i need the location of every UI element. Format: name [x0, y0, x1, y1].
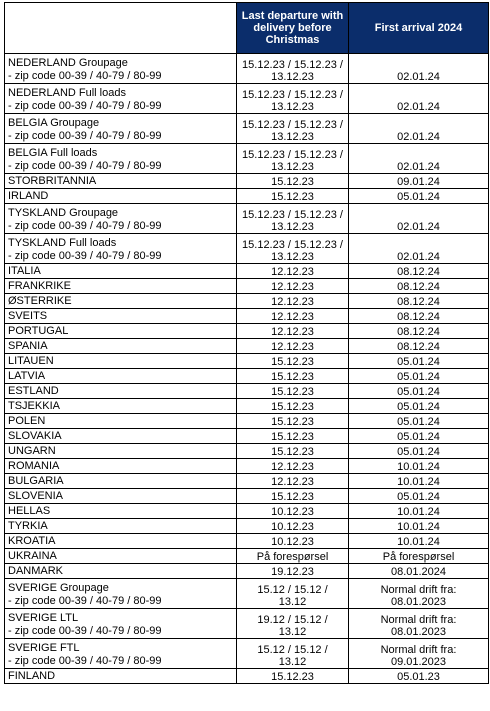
- zip-code-note: - zip code 00-39 / 40-79 / 80-99: [8, 655, 162, 667]
- arrival-cell: [349, 609, 489, 639]
- arrival-cell: [349, 429, 489, 444]
- departure-cell: [237, 264, 349, 279]
- country-cell: [5, 354, 237, 369]
- arrival-date: 10.01.24: [397, 521, 440, 533]
- departure-cell: [237, 639, 349, 669]
- arrival-date: 05.01.24: [397, 416, 440, 428]
- arrival-date: 05.01.24: [397, 446, 440, 458]
- arrival-date: 10.01.24: [397, 506, 440, 518]
- departure-date: 15.12.23: [271, 356, 314, 368]
- departure-cell: [237, 54, 349, 84]
- table-row: [5, 444, 489, 459]
- country-cell: [5, 384, 237, 399]
- departure-cell: [237, 414, 349, 429]
- country-name: FINLAND: [8, 670, 56, 682]
- table-row: [5, 504, 489, 519]
- table-row: [5, 489, 489, 504]
- country-cell: [5, 669, 237, 684]
- departure-date: 12.12.23: [271, 266, 314, 278]
- country-name: SLOVAKIA: [8, 430, 62, 442]
- table-row: [5, 564, 489, 579]
- departure-cell: [237, 174, 349, 189]
- arrival-cell: [349, 639, 489, 669]
- country-cell: [5, 414, 237, 429]
- arrival-date: 08.12.24: [397, 341, 440, 353]
- departure-date: 15.12.23: [271, 491, 314, 503]
- arrival-date: 08.12.24: [397, 326, 440, 338]
- departure-cell: [237, 504, 349, 519]
- country-name: STORBRITANNIA: [8, 175, 97, 187]
- arrival-cell: [349, 474, 489, 489]
- country-cell: [5, 459, 237, 474]
- departure-cell: [237, 489, 349, 504]
- zip-code-note: - zip code 00-39 / 40-79 / 80-99: [8, 100, 162, 112]
- arrival-date: 05.01.24: [397, 386, 440, 398]
- table-row: [5, 429, 489, 444]
- departure-date: 10.12.23: [271, 506, 314, 518]
- departure-date: 15.12.23: [271, 191, 314, 203]
- arrival-cell: [349, 354, 489, 369]
- zip-code-note: - zip code 00-39 / 40-79 / 80-99: [8, 160, 162, 172]
- country-cell: [5, 504, 237, 519]
- arrival-date: 02.01.24: [397, 131, 440, 143]
- departure-cell: [237, 234, 349, 264]
- country-cell: [5, 534, 237, 549]
- country-cell: [5, 114, 237, 144]
- arrival-cell: [349, 399, 489, 414]
- country-name: SVEITS: [8, 310, 48, 322]
- country-cell: [5, 429, 237, 444]
- table-row: [5, 579, 489, 609]
- country-name: HELLAS: [8, 505, 51, 517]
- arrival-cell: [349, 459, 489, 474]
- table-row: [5, 384, 489, 399]
- country-name: ROMANIA: [8, 460, 60, 472]
- arrival-date: 05.01.23: [397, 671, 440, 683]
- country-cell: [5, 609, 237, 639]
- country-cell: [5, 564, 237, 579]
- arrival-cell: [349, 294, 489, 309]
- arrival-date: 05.01.24: [397, 371, 440, 383]
- table-row: [5, 234, 489, 264]
- departure-date: 15.12.23: [271, 401, 314, 413]
- country-cell: [5, 639, 237, 669]
- departure-cell: [237, 429, 349, 444]
- departure-date: 15.12.23: [271, 416, 314, 428]
- arrival-cell: [349, 309, 489, 324]
- departure-cell: [237, 189, 349, 204]
- table-row: [5, 399, 489, 414]
- zip-code-note: - zip code 00-39 / 40-79 / 80-99: [8, 250, 162, 262]
- table-row: [5, 354, 489, 369]
- country-cell: [5, 474, 237, 489]
- arrival-cell: [349, 504, 489, 519]
- departure-cell: [237, 144, 349, 174]
- departure-cell: [237, 84, 349, 114]
- header-row: [5, 3, 489, 54]
- zip-code-note: - zip code 00-39 / 40-79 / 80-99: [8, 220, 162, 232]
- table-row: [5, 309, 489, 324]
- arrival-cell: [349, 234, 489, 264]
- country-name: BELGIA Groupage: [8, 117, 100, 129]
- departure-cell: [237, 669, 349, 684]
- departure-date: På forespørsel: [256, 551, 329, 563]
- country-name: TYRKIA: [8, 520, 48, 532]
- arrival-cell: [349, 669, 489, 684]
- country-cell: [5, 144, 237, 174]
- zip-code-note: - zip code 00-39 / 40-79 / 80-99: [8, 595, 162, 607]
- departure-cell: [237, 564, 349, 579]
- country-cell: [5, 189, 237, 204]
- departure-date: 19.12.23: [271, 566, 314, 578]
- delivery-schedule-table: [4, 2, 489, 684]
- arrival-cell: [349, 114, 489, 144]
- departure-cell: [237, 444, 349, 459]
- arrival-date: 05.01.24: [397, 356, 440, 368]
- table-row: [5, 174, 489, 189]
- country-cell: [5, 174, 237, 189]
- country-name: UNGARN: [8, 445, 56, 457]
- departure-cell: [237, 114, 349, 144]
- departure-date: 15.12.23: [271, 386, 314, 398]
- arrival-cell: [349, 534, 489, 549]
- arrival-date: 05.01.24: [397, 191, 440, 203]
- country-cell: [5, 204, 237, 234]
- table-row: [5, 639, 489, 669]
- country-cell: [5, 84, 237, 114]
- departure-cell: [237, 324, 349, 339]
- country-name: NEDERLAND Groupage: [8, 57, 128, 69]
- country-name: SVERIGE LTL: [8, 612, 79, 624]
- departure-date: 19.12 / 15.12 / 13.12: [257, 614, 328, 638]
- zip-code-note: - zip code 00-39 / 40-79 / 80-99: [8, 625, 162, 637]
- arrival-date: 10.01.24: [397, 476, 440, 488]
- arrival-date: 02.01.24: [397, 101, 440, 113]
- departure-date: 15.12.23 / 15.12.23 / 13.12.23: [242, 149, 343, 173]
- departure-date: 12.12.23: [271, 461, 314, 473]
- departure-date: 10.12.23: [271, 521, 314, 533]
- departure-date: 15.12.23 / 15.12.23 / 13.12.23: [242, 59, 343, 83]
- country-cell: [5, 294, 237, 309]
- arrival-date: Normal drift fra: 08.01.2023: [380, 584, 457, 608]
- country-name: SVERIGE FTL: [8, 642, 80, 654]
- country-cell: [5, 324, 237, 339]
- country-cell: [5, 519, 237, 534]
- arrival-date: 02.01.24: [397, 161, 440, 173]
- country-name: LATVIA: [8, 370, 46, 382]
- country-name: SLOVENIA: [8, 490, 64, 502]
- country-cell: [5, 489, 237, 504]
- country-name: BULGARIA: [8, 475, 64, 487]
- arrival-cell: [349, 444, 489, 459]
- country-cell: [5, 579, 237, 609]
- arrival-cell: [349, 279, 489, 294]
- country-cell: [5, 369, 237, 384]
- header-country: [5, 3, 237, 54]
- arrival-date: 08.01.2024: [390, 566, 447, 578]
- country-name: DANMARK: [8, 565, 64, 577]
- departure-date: 10.12.23: [271, 536, 314, 548]
- table-row: [5, 549, 489, 564]
- table-row: [5, 114, 489, 144]
- arrival-cell: [349, 549, 489, 564]
- table-row: [5, 189, 489, 204]
- arrival-cell: [349, 54, 489, 84]
- country-name: PORTUGAL: [8, 325, 69, 337]
- country-cell: [5, 54, 237, 84]
- table-row: [5, 204, 489, 234]
- country-cell: [5, 264, 237, 279]
- arrival-date: 10.01.24: [397, 461, 440, 473]
- table-row: [5, 459, 489, 474]
- country-name: UKRAINA: [8, 550, 57, 562]
- arrival-cell: [349, 189, 489, 204]
- departure-cell: [237, 204, 349, 234]
- departure-cell: [237, 534, 349, 549]
- arrival-date: 02.01.24: [397, 71, 440, 83]
- country-name: ESTLAND: [8, 385, 59, 397]
- departure-date: 12.12.23: [271, 341, 314, 353]
- departure-date: 15.12.23 / 15.12.23 / 13.12.23: [242, 209, 343, 233]
- table-row: [5, 669, 489, 684]
- country-name: TYSKLAND Full loads: [8, 237, 117, 249]
- country-name: ITALIA: [8, 265, 41, 277]
- departure-cell: [237, 609, 349, 639]
- departure-cell: [237, 354, 349, 369]
- arrival-cell: [349, 324, 489, 339]
- arrival-date: 09.01.24: [397, 176, 440, 188]
- departure-cell: [237, 279, 349, 294]
- header-departure: Last departure with delivery before Christmas: [237, 3, 349, 54]
- departure-cell: [237, 339, 349, 354]
- arrival-date: 02.01.24: [397, 221, 440, 233]
- departure-cell: [237, 369, 349, 384]
- table-row: [5, 54, 489, 84]
- zip-code-note: - zip code 00-39 / 40-79 / 80-99: [8, 130, 162, 142]
- country-cell: [5, 309, 237, 324]
- departure-date: 15.12.23 / 15.12.23 / 13.12.23: [242, 119, 343, 143]
- country-name: SPANIA: [8, 340, 48, 352]
- country-name: SVERIGE Groupage: [8, 582, 109, 594]
- table-row: [5, 474, 489, 489]
- departure-date: 15.12.23: [271, 371, 314, 383]
- country-name: BELGIA Full loads: [8, 147, 98, 159]
- table-row: [5, 279, 489, 294]
- table-row: [5, 144, 489, 174]
- country-name: FRANKRIKE: [8, 280, 71, 292]
- country-name: KROATIA: [8, 535, 56, 547]
- departure-date: 15.12 / 15.12 / 13.12: [257, 644, 328, 668]
- arrival-cell: [349, 489, 489, 504]
- departure-cell: [237, 384, 349, 399]
- country-name: NEDERLAND Full loads: [8, 87, 126, 99]
- departure-date: 15.12.23: [271, 431, 314, 443]
- table-row: [5, 519, 489, 534]
- arrival-cell: [349, 174, 489, 189]
- arrival-date: 05.01.24: [397, 491, 440, 503]
- country-name: IRLAND: [8, 190, 49, 202]
- arrival-date: 08.12.24: [397, 281, 440, 293]
- arrival-date: 08.12.24: [397, 296, 440, 308]
- arrival-date: 08.12.24: [397, 311, 440, 323]
- table-row: [5, 414, 489, 429]
- departure-date: 12.12.23: [271, 326, 314, 338]
- departure-cell: [237, 519, 349, 534]
- departure-cell: [237, 474, 349, 489]
- table-row: [5, 294, 489, 309]
- departure-date: 12.12.23: [271, 296, 314, 308]
- departure-cell: [237, 294, 349, 309]
- table-row: [5, 324, 489, 339]
- country-name: POLEN: [8, 415, 46, 427]
- arrival-cell: [349, 579, 489, 609]
- table-row: [5, 84, 489, 114]
- country-name: TYSKLAND Groupage: [8, 207, 119, 219]
- departure-date: 12.12.23: [271, 476, 314, 488]
- arrival-cell: [349, 519, 489, 534]
- departure-cell: [237, 549, 349, 564]
- departure-cell: [237, 399, 349, 414]
- country-name: LITAUEN: [8, 355, 54, 367]
- arrival-cell: [349, 564, 489, 579]
- arrival-cell: [349, 84, 489, 114]
- country-cell: [5, 339, 237, 354]
- arrival-date: Normal drift fra: 09.01.2023: [380, 644, 457, 668]
- arrival-date: 10.01.24: [397, 536, 440, 548]
- arrival-date: På forespørsel: [382, 551, 455, 563]
- departure-date: 15.12.23: [271, 671, 314, 683]
- arrival-date: 05.01.24: [397, 431, 440, 443]
- departure-date: 15.12.23 / 15.12.23 / 13.12.23: [242, 89, 343, 113]
- country-cell: [5, 234, 237, 264]
- table-row: [5, 609, 489, 639]
- arrival-cell: [349, 144, 489, 174]
- departure-date: 12.12.23: [271, 311, 314, 323]
- arrival-cell: [349, 369, 489, 384]
- table-row: [5, 369, 489, 384]
- arrival-date: 05.01.24: [397, 401, 440, 413]
- departure-date: 15.12.23: [271, 446, 314, 458]
- arrival-date: Normal drift fra: 08.01.2023: [380, 614, 457, 638]
- country-cell: [5, 279, 237, 294]
- table-body: [5, 54, 489, 684]
- departure-date: 12.12.23: [271, 281, 314, 293]
- arrival-cell: [349, 264, 489, 279]
- arrival-date: 02.01.24: [397, 251, 440, 263]
- departure-date: 15.12.23: [271, 176, 314, 188]
- country-cell: [5, 549, 237, 564]
- zip-code-note: - zip code 00-39 / 40-79 / 80-99: [8, 70, 162, 82]
- arrival-cell: [349, 204, 489, 234]
- departure-date: 15.12 / 15.12 / 13.12: [257, 584, 328, 608]
- table-row: [5, 339, 489, 354]
- country-cell: [5, 444, 237, 459]
- table-row: [5, 264, 489, 279]
- departure-date: 15.12.23 / 15.12.23 / 13.12.23: [242, 239, 343, 263]
- departure-cell: [237, 459, 349, 474]
- arrival-cell: [349, 384, 489, 399]
- country-name: TSJEKKIA: [8, 400, 60, 412]
- arrival-cell: [349, 414, 489, 429]
- country-cell: [5, 399, 237, 414]
- departure-cell: [237, 309, 349, 324]
- arrival-cell: [349, 339, 489, 354]
- departure-cell: [237, 579, 349, 609]
- country-name: ØSTERRIKE: [8, 295, 72, 307]
- header-arrival: First arrival 2024: [349, 3, 489, 54]
- arrival-date: 08.12.24: [397, 266, 440, 278]
- table-row: [5, 534, 489, 549]
